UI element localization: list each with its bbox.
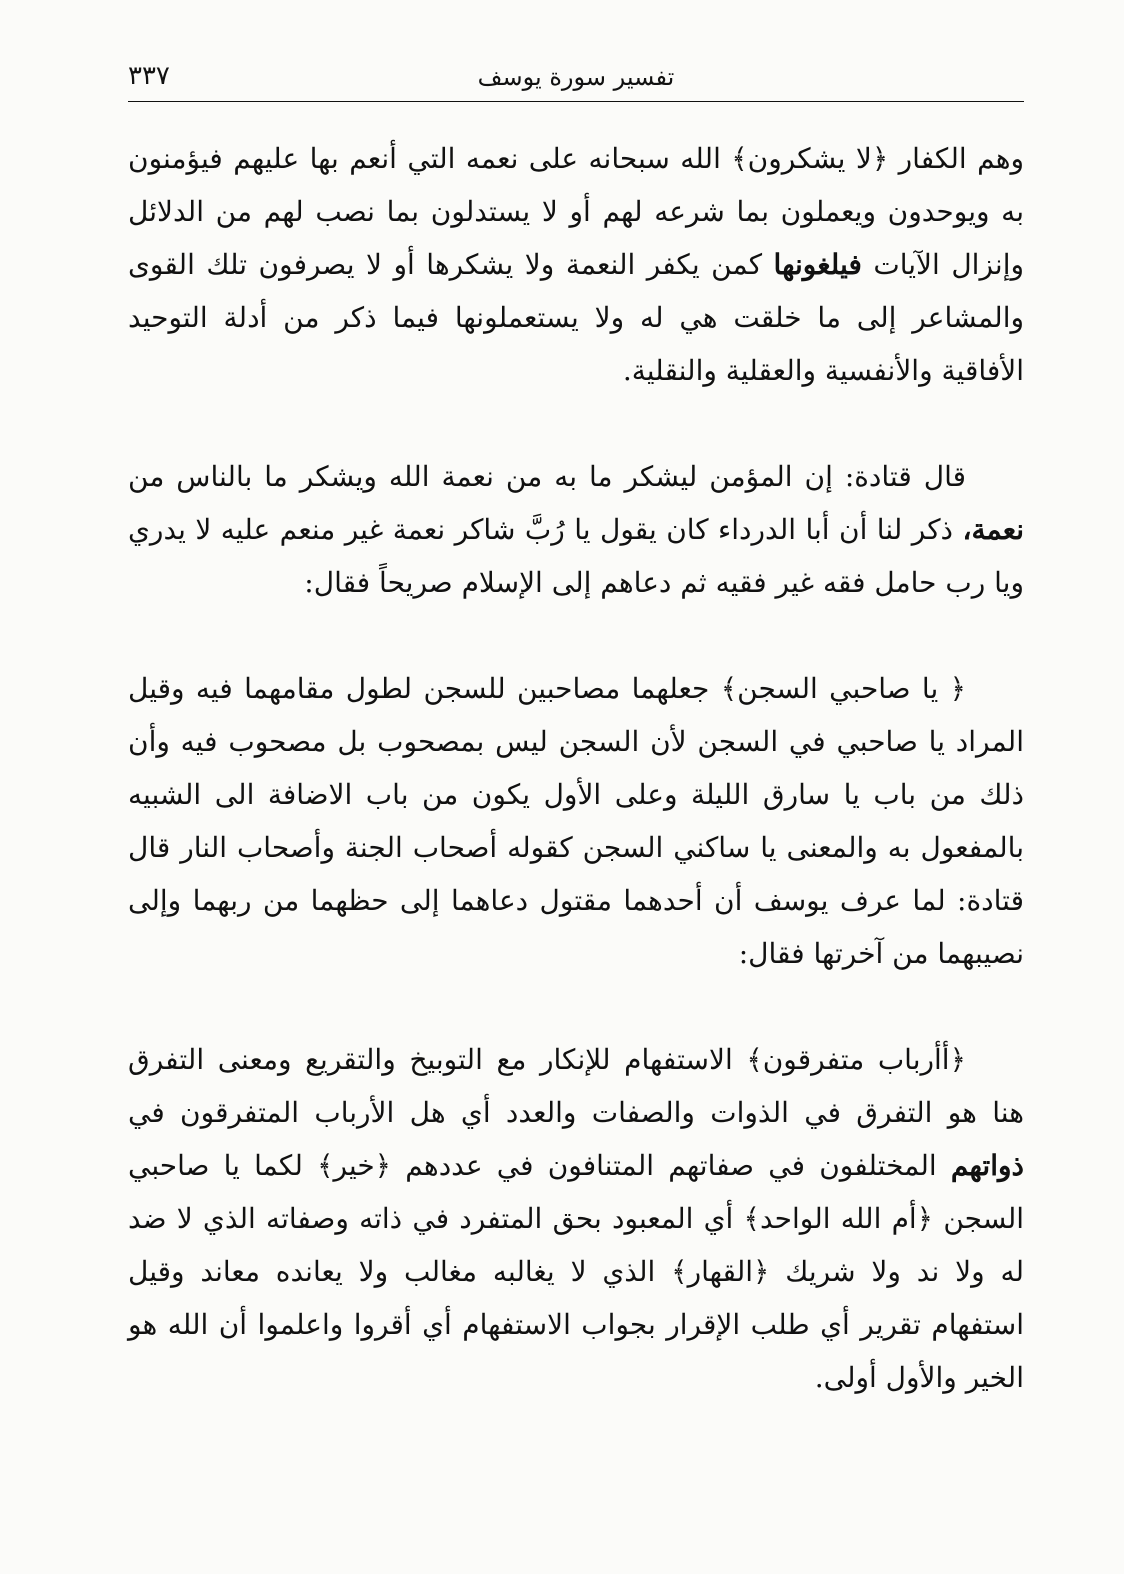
paragraph-4 [128, 1033, 1024, 1404]
paragraph-text: كمن يكفر النعمة ولا يشكرها أو لا يصرفون تلك القوى والمشاعر إلى ما خلقت هي له ولا يستعملونها فيما ذكر من أدلة التوحيد الأفاقية والأنفسية والعقلية والنقلية. [128, 248, 1024, 387]
paragraph-2 [128, 450, 1024, 609]
bold-term: فيلغونها [773, 248, 862, 281]
bold-term: نعمة، [962, 513, 1024, 546]
page-header [128, 58, 1024, 102]
body-text [128, 132, 1024, 1404]
paragraph-text: المختلفون في صفاتهم المتنافون في عددهم ﴿خير﴾ لكما يا صاحبي السجن ﴿أم الله الواحد﴾ أي المعبود بحق المتفرد في ذاته وصفاته الذي لا ضد له ولا ند ولا شريك ﴿القهار﴾ الذي لا يغالبه مغالب ولا يعانده معاند وقيل استفهام تقرير أي طلب الإقرار بجواب الاستفهام أي أقروا واعلموا أن الله هو الخير والأول أولى. [128, 1149, 1024, 1394]
bold-term: ذواتهم [950, 1149, 1024, 1182]
header-rule [128, 101, 1024, 102]
paragraph-3 [128, 662, 1024, 980]
paragraph-text: ﴿ يا صاحبي السجن﴾ جعلهما مصاحبين للسجن لطول مقامهما فيه وقيل المراد يا صاحبي في السجن لأن السجن ليس بمصحوب بل مصحوب فيه وأن ذلك من باب يا سارق الليلة وعلى الأول يكون من باب الاضافة الى الشبيه بالمفعول به والمعنى يا ساكني السجن كقوله أصحاب الجنة وأصحاب النار قال قتادة: لما عرف يوسف أن أحدهما مقتول دعاهما إلى حظهما من ربهما وإلى نصيبهما من آخرتها فقال: [128, 672, 1024, 970]
paragraph-text: ﴿أأرباب متفرقون﴾ الاستفهام للإنكار مع التوبيخ والتقريع ومعنى التفرق هنا هو التفرق في الذوات والصفات والعدد أي هل الأرباب المتفرقون في [128, 1043, 1024, 1129]
page-number: ٣٣٧ [128, 61, 170, 91]
paragraph-text: قال قتادة: إن المؤمن ليشكر ما به من نعمة الله ويشكر ما بالناس من [128, 460, 966, 493]
paragraph-text: وهم الكفار ﴿لا يشكرون﴾ الله سبحانه على نعمه التي أنعم بها عليهم فيؤمنون به ويوحدون ويعملون بما شرعه لهم أو لا يستدلون بما نصب لهم من الدلائل وإنزال الآيات [128, 142, 1024, 281]
paragraph-1 [128, 132, 1024, 397]
running-title: تفسير سورة يوسف [477, 63, 675, 91]
paragraph-text: ذكر لنا أن أبا الدرداء كان يقول يا رُبَّ شاكر نعمة غير منعم عليه لا يدري ويا رب حامل فقه غير فقيه ثم دعاهم إلى الإسلام صريحاً فقال: [128, 513, 1024, 599]
